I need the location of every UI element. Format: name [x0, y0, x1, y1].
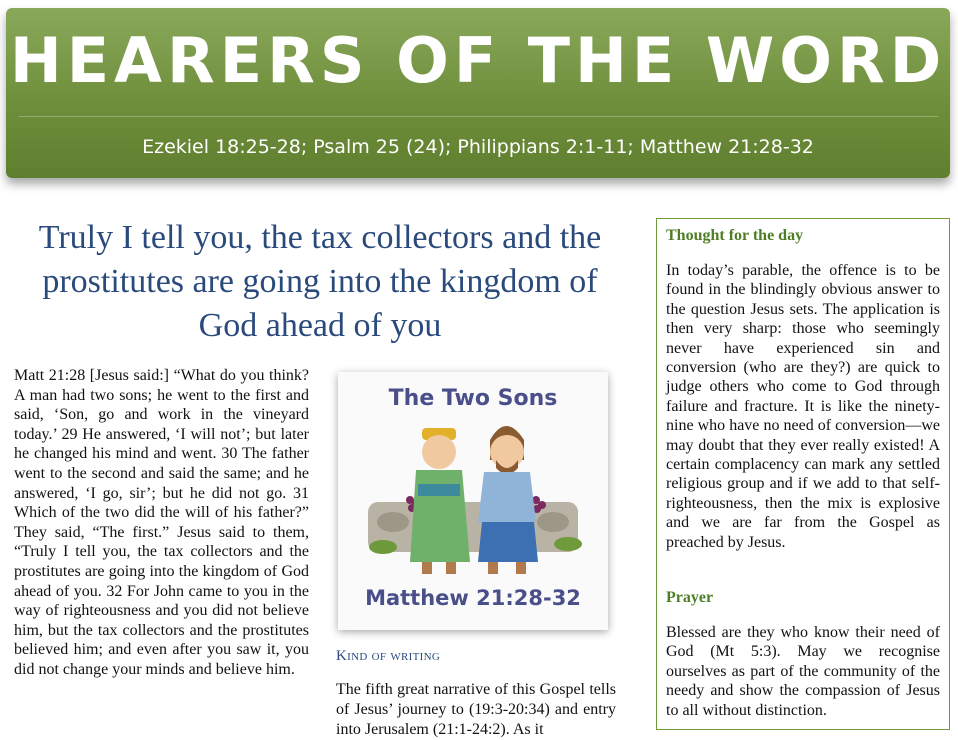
- prayer-text: Blessed are they who know their need of God (Mt 5:3). May we recognise ourselves as part of the community of the needy and show the compassion of Jesus to all without distinction.: [666, 624, 940, 719]
- title-banner: [6, 8, 950, 178]
- banner-title: HEARERS OF THE WORD: [9, 24, 947, 97]
- readings-line: Ezekiel 18:25-28; Psalm 25 (24); Philippians 2:1-11; Matthew 21:28-32: [142, 136, 814, 158]
- headline-quote: Truly I tell you, the tax collectors and the prostitutes are going into the kingdom of God ahead of you: [38, 219, 602, 344]
- scripture-text: Matt 21:28 [Jesus said:] “What do you think? A man had two sons; he went to the first and said, ‘Son, go and work in the vineyard today.’ 29 He answered, ‘I will not’; but later he changed his mind and went. 30 The father went to the second and said the same; and he answered, ‘I go, sir’; but he did not go. 31 Which of the two did the will of his father?” They said, “The first.” Jesus said to them, “Truly I tell you, the tax collectors and the prostitutes are going into the kingdom of God ahead of you. 32 For John came to you in the way of righteousness and you did not believe him, but the tax collectors and the prostitutes believed him; and even after you saw it, you did not change your minds and believe him.: [14, 367, 309, 678]
- thought-text: In today’s parable, the offence is to be found in the blindingly obvious answer to the question Jesus sets. The application is then very sharp: those who seemingly never have experienced sin and conversion (who are they?) are quick to judge others who come to God through failure and fracture. It is like the ninety-nine who have no need of conversion—we may doubt that they ever really existed! A certain complacency can mark any settled religious group and if we add to that self-righteousness, then the mix is explosive and we are far from the Gospel as preached by Jesus.: [666, 262, 940, 551]
- kind-of-writing-heading: Kind of writing: [336, 648, 441, 664]
- illustration-reference: Matthew 21:28-32: [365, 586, 581, 610]
- thought-heading: Thought for the day: [666, 227, 804, 244]
- kind-of-writing-text: The fifth great narrative of this Gospel tells of Jesus’ journey to (19:3-20:34) and entry into Jerusalem (21:1-24:2). As it: [336, 681, 616, 738]
- two-sons-illustration: [338, 372, 608, 630]
- illustration-title: The Two Sons: [388, 386, 558, 411]
- prayer-heading: Prayer: [666, 589, 714, 606]
- thought-and-prayer-box: [656, 218, 950, 730]
- banner-divider: [18, 116, 938, 117]
